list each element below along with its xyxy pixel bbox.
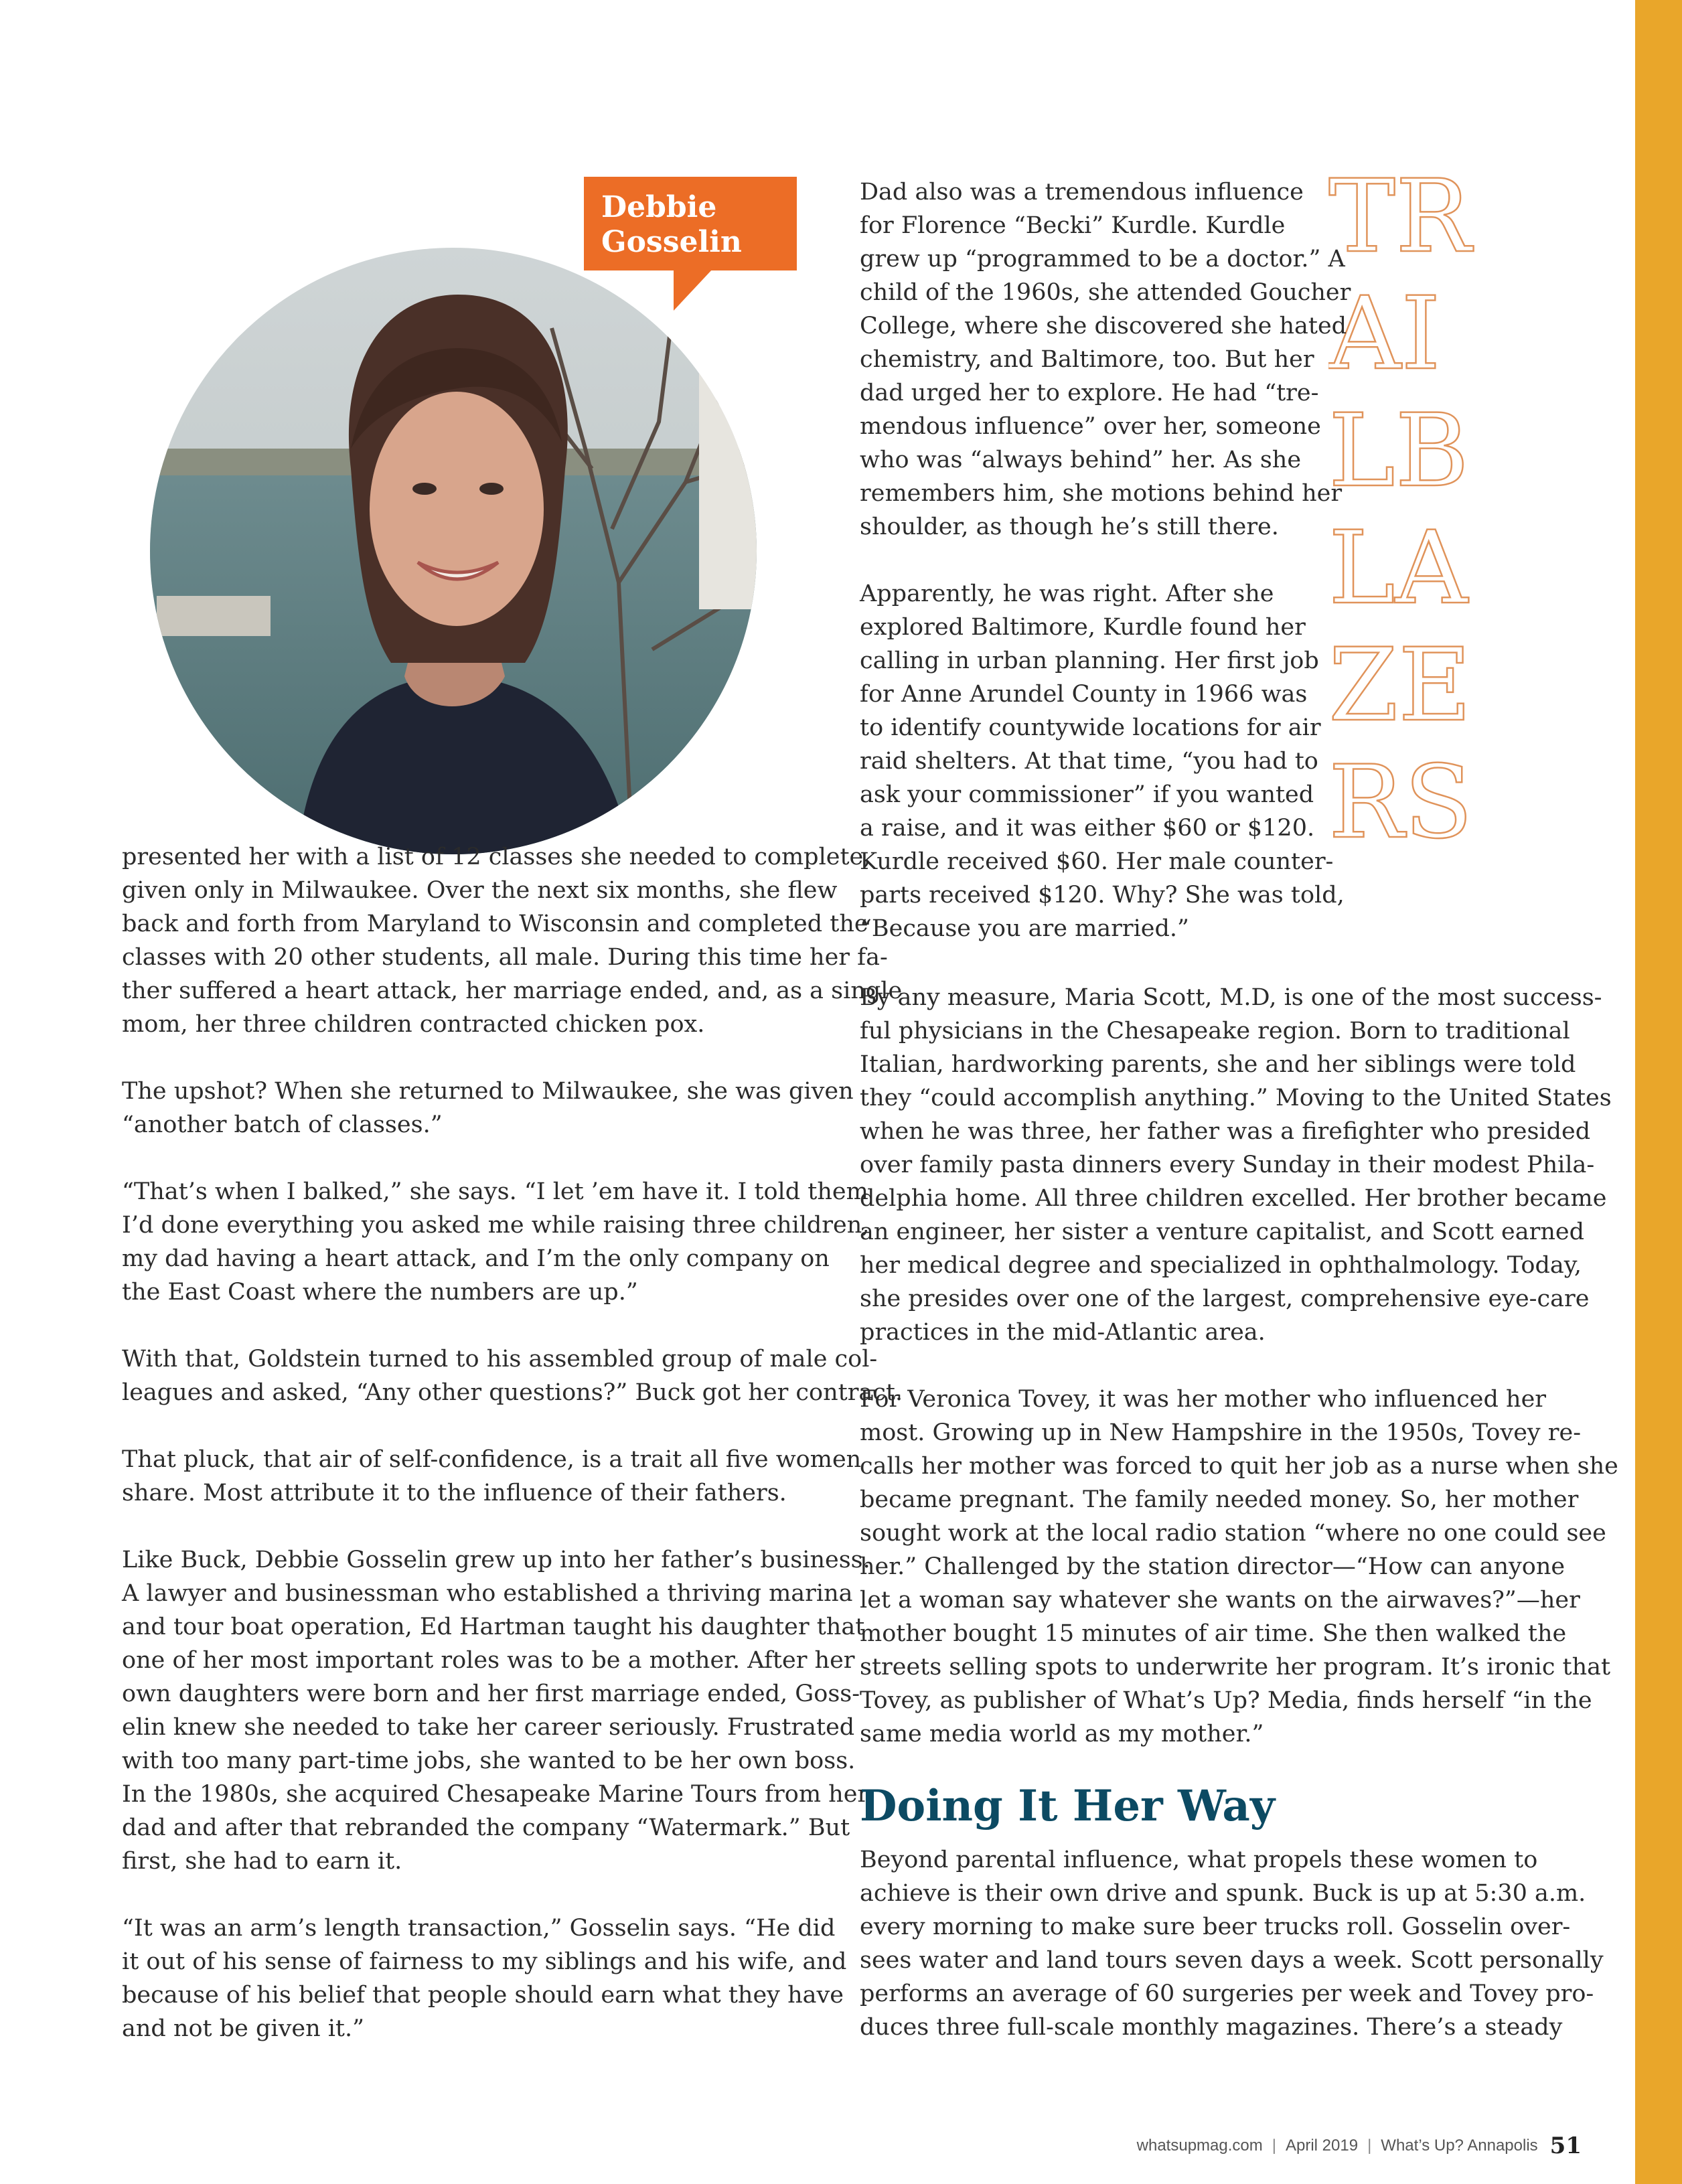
text-line: given only in Milwaukee. Over the next six months, she flew: [122, 877, 838, 904]
text-line: they “could accomplish anything.” Moving to the United States: [860, 1085, 1612, 1111]
text-line: for Florence “Becki” Kurdle. Kurdle: [860, 212, 1286, 239]
text-line: remembers him, she motions behind her: [860, 480, 1343, 507]
text-line: dad and after that rebranded the company “Watermark.” But: [122, 1814, 850, 1841]
text-line: to identify countywide locations for air: [860, 714, 1321, 741]
text-line: over family pasta dinners every Sunday in their modest Phila-: [860, 1152, 1595, 1178]
text-line: elin knew she needed to take her career seriously. Frustrated: [122, 1714, 855, 1741]
right-column: [860, 981, 1618, 1751]
text-line: performs an average of 60 surgeries per week and Tovey pro-: [860, 1980, 1594, 2007]
text-line: mom, her three children contracted chicken pox.: [122, 1011, 705, 1038]
footer-separator: |: [1272, 2136, 1276, 2155]
text-line: back and forth from Maryland to Wisconsin and completed the: [122, 911, 868, 937]
paragraph: [122, 1543, 870, 1878]
text-line: she presides over one of the largest, comprehensive eye-care: [860, 1285, 1590, 1312]
text-line: practices in the mid-Atlantic area.: [860, 1319, 1266, 1346]
text-line: chemistry, and Baltimore, too. But her: [860, 346, 1314, 373]
text-line: mother bought 15 minutes of air time. She then walked the: [860, 1620, 1567, 1647]
text-line: calling in urban planning. Her first job: [860, 647, 1319, 674]
text-line: who was “always behind” her. As she: [860, 447, 1302, 473]
text-line: Like Buck, Debbie Gosselin grew up into her father’s business.: [122, 1547, 870, 1573]
trailblazers-decorative-title: [1328, 167, 1549, 877]
paragraph: [122, 1175, 870, 1309]
text-line: the East Coast where the numbers are up.”: [122, 1279, 638, 1306]
text-line: Italian, hardworking parents, she and her siblings were told: [860, 1051, 1576, 1078]
text-line: with too many part-time jobs, she wanted to be her own boss.: [122, 1747, 856, 1774]
text-line: and tour boat operation, Ed Hartman taught his daughter that: [122, 1614, 865, 1640]
right-bottom-column: [860, 1843, 1604, 2044]
sidebar-color-stripe: [1635, 0, 1682, 2184]
text-line: “That’s when I balked,” she says. “I let ’em have it. I told them: [122, 1178, 868, 1205]
text-line: when he was three, her father was a firefighter who presided: [860, 1118, 1591, 1145]
paragraph: [122, 1912, 847, 2045]
page-number: 51: [1549, 2132, 1582, 2159]
footer-site: whatsupmag.com: [1136, 2136, 1263, 2155]
text-line: “It was an arm’s length transaction,” Gosselin says. “He did: [122, 1915, 836, 1942]
paragraph: [860, 175, 1351, 544]
text-line: most. Growing up in New Hampshire in the 1950s, Tovey re-: [860, 1419, 1582, 1446]
text-line: her.” Challenged by the station director—“How can anyone: [860, 1553, 1565, 1580]
text-line: because of his belief that people should earn what they have: [122, 1982, 844, 2009]
text-line: own daughters were born and her first marriage ended, Goss-: [122, 1681, 860, 1707]
text-line: raid shelters. At that time, “you had to: [860, 748, 1318, 775]
text-line: mendous influence” over her, someone: [860, 413, 1321, 440]
text-line: her medical degree and specialized in ophthalmology. Today,: [860, 1252, 1582, 1279]
footer-separator: |: [1367, 2136, 1372, 2155]
text-line: College, where she discovered she hated: [860, 313, 1347, 339]
text-line: and not be given it.”: [122, 2015, 365, 2042]
text-line: Dad also was a tremendous influence: [860, 179, 1304, 206]
text-line: Apparently, he was right. After she: [860, 580, 1274, 607]
paragraph: [860, 981, 1612, 1349]
text-line: streets selling spots to underwrite her program. It’s ironic that: [860, 1654, 1611, 1681]
text-line: duces three full-scale monthly magazines. There’s a steady: [860, 2014, 1563, 2041]
text-line: it out of his sense of fairness to my siblings and his wife, and: [122, 1948, 847, 1975]
text-line: first, she had to earn it.: [122, 1848, 402, 1875]
deco-row-5: ZE: [1328, 627, 1472, 744]
text-line: dad urged her to explore. He had “tre-: [860, 380, 1319, 406]
paragraph: [122, 1342, 903, 1409]
text-line: share. Most attribute it to the influence of their fathers.: [122, 1480, 787, 1506]
text-line: my dad having a heart attack, and I’m the only company on: [122, 1245, 830, 1272]
section-heading: Doing It Her Way: [860, 1781, 1275, 1831]
deco-row-1: TR: [1328, 167, 1471, 275]
text-line: parts received $120. Why? She was told,: [860, 882, 1345, 909]
text-line: child of the 1960s, she attended Goucher: [860, 279, 1351, 306]
text-line: The upshot? When she returned to Milwaukee, she was given: [122, 1078, 854, 1105]
paragraph: [860, 1843, 1604, 2044]
text-line: let a woman say whatever she wants on the airwaves?”—her: [860, 1587, 1580, 1614]
name-tag-pointer: [674, 269, 712, 311]
paragraph: [122, 1443, 862, 1510]
text-line: delphia home. All three children excelled. Her brother became: [860, 1185, 1607, 1212]
building: [699, 328, 757, 609]
text-line: leagues and asked, “Any other questions?” Buck got her contract.: [122, 1379, 903, 1406]
text-line: In the 1980s, she acquired Chesapeake Marine Tours from her: [122, 1781, 869, 1808]
text-line: sees water and land tours seven days a week. Scott personally: [860, 1947, 1604, 1974]
text-line: achieve is their own drive and spunk. Buck is up at 5:30 a.m.: [860, 1880, 1586, 1907]
paragraph: [122, 1075, 854, 1142]
text-line: Tovey, as publisher of What’s Up? Media, finds herself “in the: [860, 1687, 1592, 1714]
footer-publication: What’s Up? Annapolis: [1381, 2136, 1538, 2155]
portrait-photo: [150, 248, 757, 854]
text-line: sought work at the local radio station “where no one could see: [860, 1520, 1606, 1547]
text-line: same media world as my mother.”: [860, 1721, 1264, 1747]
text-line: ask your commissioner” if you wanted: [860, 781, 1314, 808]
name-tag-last: Gosselin: [601, 225, 742, 259]
name-tag-first: Debbie: [601, 190, 717, 224]
dock: [157, 596, 271, 636]
text-line: a raise, and it was either $60 or $120.: [860, 815, 1315, 842]
deco-row-3: LB: [1328, 393, 1469, 510]
paragraph: [860, 577, 1345, 945]
text-line: classes with 20 other students, all male. During this time her fa-: [122, 944, 888, 971]
right-top-column: [860, 175, 1351, 945]
text-line: A lawyer and businessman who established a thriving marina: [122, 1580, 853, 1607]
text-line: ther suffered a heart attack, her marriage ended, and, as a single: [122, 978, 903, 1004]
text-line: For Veronica Tovey, it was her mother who influenced her: [860, 1386, 1547, 1413]
text-line: grew up “programmed to be a doctor.” A: [860, 246, 1345, 272]
deco-row-6: RS: [1328, 745, 1473, 861]
text-line: “Because you are married.”: [860, 915, 1189, 942]
text-line: calls her mother was forced to quit her job as a nurse when she: [860, 1453, 1618, 1480]
text-line: one of her most important roles was to be a mother. After her: [122, 1647, 855, 1674]
text-line: for Anne Arundel County in 1966 was: [860, 681, 1308, 708]
text-line: By any measure, Maria Scott, M.D, is one of the most success-: [860, 984, 1602, 1011]
left-eye: [412, 483, 437, 495]
text-line: an engineer, her sister a venture capitalist, and Scott earned: [860, 1219, 1585, 1245]
text-line: every morning to make sure beer trucks roll. Gosselin over-: [860, 1914, 1571, 1940]
paragraph: [122, 840, 903, 1041]
right-eye: [479, 483, 504, 495]
deco-row-4: LA: [1328, 510, 1468, 627]
name-tag: [584, 177, 797, 270]
left-column: [122, 840, 903, 2045]
text-line: I’d done everything you asked me while raising three children,: [122, 1212, 870, 1239]
face: [370, 392, 544, 626]
portrait-illustration: [150, 248, 757, 854]
text-line: With that, Goldstein turned to his assembled group of male col-: [122, 1346, 878, 1373]
text-line: presented her with a list of 12 classes she needed to complete,: [122, 844, 871, 870]
footer-issue: April 2019: [1285, 2136, 1359, 2155]
text-line: became pregnant. The family needed money. So, her mother: [860, 1486, 1579, 1513]
text-line: ful physicians in the Chesapeake region. Born to traditional: [860, 1018, 1570, 1044]
text-line: “another batch of classes.”: [122, 1111, 443, 1138]
text-line: Kurdle received $60. Her male counter-: [860, 848, 1334, 875]
text-line: Beyond parental influence, what propels these women to: [860, 1847, 1538, 1873]
paragraph: [860, 1383, 1618, 1751]
text-line: shoulder, as though he’s still there.: [860, 514, 1279, 540]
deco-row-2: AI: [1328, 276, 1441, 392]
page-footer: [1137, 2132, 1582, 2159]
text-line: explored Baltimore, Kurdle found her: [860, 614, 1306, 641]
text-line: That pluck, that air of self-confidence, is a trait all five women: [122, 1446, 862, 1473]
